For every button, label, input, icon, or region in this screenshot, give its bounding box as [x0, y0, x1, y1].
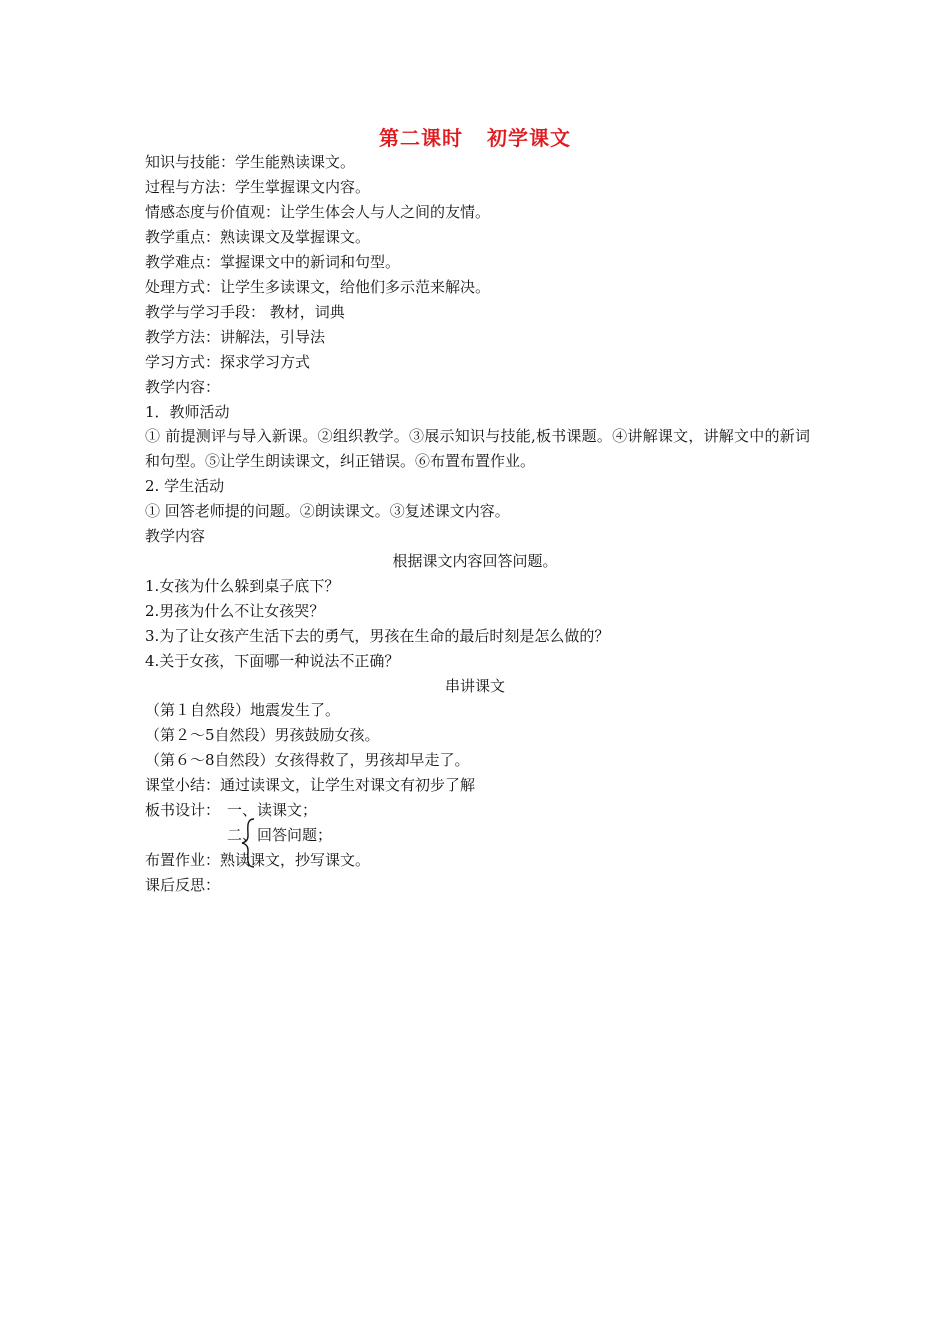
title-part-1: 第二课时 [379, 126, 463, 150]
paragraph-item: （第２～5自然段）男孩鼓励女孩。 [145, 726, 380, 744]
question-item: 2.男孩为什么不让女孩哭？ [145, 602, 325, 620]
student-activity-heading: 2. 学生活动 [145, 477, 225, 495]
objective-line: 过程与方法：学生掌握课文内容。 [145, 178, 371, 196]
teacher-activity-heading: 1．教师活动 [145, 403, 230, 421]
paragraph-item: （第６～8自然段）女孩得救了，男孩却早走了。 [145, 751, 470, 769]
summary-line: 课堂小结：通过读课文，让学生对课文有初步了解 [145, 776, 476, 794]
board-label: 板书设计： [145, 801, 221, 819]
objective-line: 教学与学习手段： 教材，词典 [145, 303, 345, 321]
objective-line: 教学方法：讲解法，引导法 [145, 328, 326, 346]
objective-line: 教学内容： [145, 378, 221, 396]
homework-line: 布置作业：熟读课文，抄写课文。 [145, 851, 371, 869]
board-item: 二、回答问题； [227, 826, 333, 844]
question-item: 3.为了让女孩产生活下去的勇气，男孩在生命的最后时刻是怎么做的？ [145, 627, 610, 645]
question-item: 4.关于女孩，下面哪一种说法不正确？ [145, 652, 400, 670]
questions-heading: 根据课文内容回答问题。 [392, 552, 558, 570]
reflection-line: 课后反思： [145, 876, 221, 894]
explain-heading: 串讲课文 [444, 677, 505, 695]
title-part-2: 初学课文 [487, 126, 571, 150]
objective-line: 处理方式：让学生多读课文，给他们多示范来解决。 [145, 278, 491, 296]
objective-line: 教学难点：掌握课文中的新词和句型。 [145, 253, 401, 271]
page-title [0, 122, 950, 151]
paragraph-item: （第１自然段）地震发生了。 [145, 701, 341, 719]
objective-line: 情感态度与价值观：让学生体会人与人之间的友情。 [145, 203, 491, 221]
content-label: 教学内容 [145, 527, 206, 545]
student-activity-text: ① 回答老师提的问题。②朗读课文。③复述课文内容。 [145, 502, 510, 520]
objective-line: 学习方式：探求学习方式 [145, 353, 311, 371]
teacher-activity-text: ① 前提测评与导入新课。②组织教学。③展示知识与技能,板书课题。④讲解课文，讲解文中的新词和句型。⑤让学生朗读课文，纠正错误。⑥布置布置作业。 [145, 427, 810, 470]
question-item: 1.女孩为什么躲到桌子底下？ [145, 577, 340, 595]
board-item: 一、读课文； [227, 801, 318, 819]
objective-line: 教学重点：熟读课文及掌握课文。 [145, 228, 371, 246]
objective-line: 知识与技能：学生能熟读课文。 [145, 153, 356, 171]
